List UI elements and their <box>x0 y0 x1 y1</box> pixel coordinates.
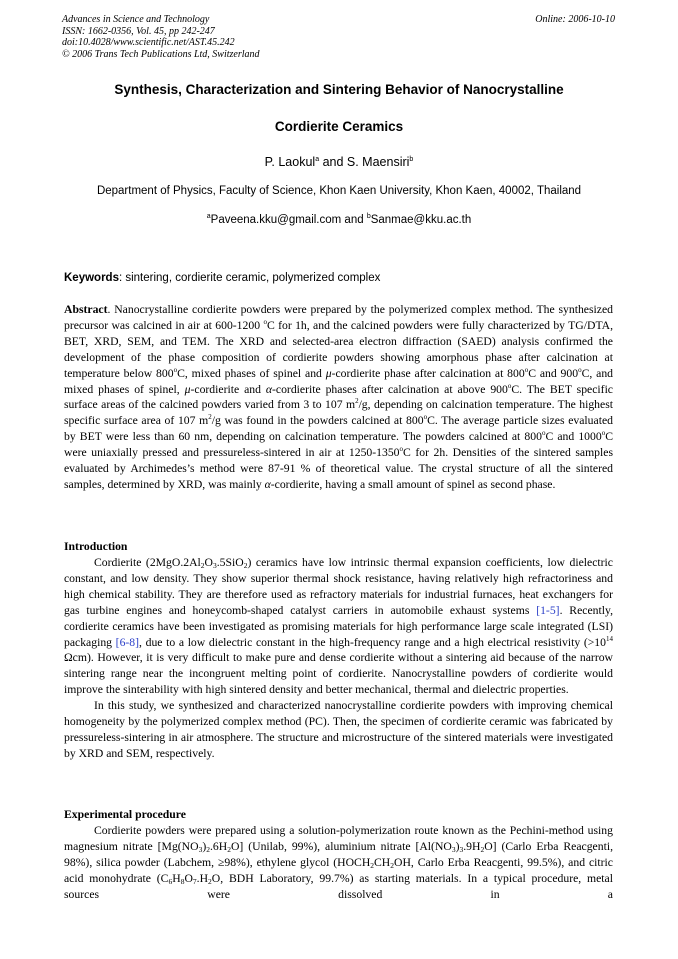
experimental-body <box>64 823 613 903</box>
paper-title-line-2: Cordierite Ceramics <box>274 119 404 134</box>
degree-mark: o <box>601 429 606 438</box>
exp-text: CH <box>374 855 391 869</box>
subscript: 2 <box>370 860 375 870</box>
intro-text: Ωcm). However, it is very difficult to make pure and dense cordierite without a sintering aid because of the narrow sintering range near the incongruent melting point of cordierite. Nanocrystalline powders of cordierite would improve the sinterability with high sintered density and better mechanical, thermal and dielectric properties. <box>64 651 613 697</box>
abstract-text: -cordierite, having a small amount of spinel as second phase. <box>270 477 556 491</box>
author-2-mark: b <box>409 156 414 163</box>
squared-mark: 2 <box>208 413 212 422</box>
abstract-text: C and 900 <box>528 366 579 380</box>
abstract-text: /g was found in the powders calcined at 800 <box>211 414 424 428</box>
subscript: 3 <box>451 844 456 854</box>
mu-symbol: μ <box>184 382 191 396</box>
intro-text: Cordierite (2MgO.2Al <box>94 556 201 569</box>
exp-text: O] (Unilab, 99%), aluminium nitrate [Al(NO <box>230 839 452 853</box>
degree-mark: o <box>541 429 546 438</box>
introduction-body <box>64 555 613 762</box>
keywords-text: : sintering, cordierite ceramic, polymerized complex <box>118 272 381 284</box>
author-2: and S. Maensiri <box>319 155 410 169</box>
subscript: 7 <box>192 876 197 886</box>
alpha-symbol: α <box>265 382 272 396</box>
exp-text: OH, Carlo Erba Reacgenti, 99.5%), and citric acid monohydrate (C <box>64 855 613 885</box>
email-a[interactable]: Paveena.kku@gmail.com and <box>210 214 367 226</box>
experimental-paragraph <box>64 823 613 903</box>
introduction-paragraph-1 <box>64 555 613 698</box>
author-1: P. Laokul <box>264 155 316 169</box>
degree-mark: o <box>173 365 178 374</box>
abstract-text: /g, depending on calcination temperature. The highest specific surface area of 107 m <box>64 398 614 428</box>
mu-symbol: μ <box>325 366 332 380</box>
degree-mark: o <box>263 317 267 326</box>
abstract-text: -cordierite phase after calcination at 800 <box>331 366 525 380</box>
intro-text: . Recently, cordierite ceramics have been investigated as promising materials for high performance large scale integrated (LSI) packaging <box>64 603 613 649</box>
exp-text: .H <box>196 871 209 885</box>
journal-copyright: © 2006 Trans Tech Publications Ltd, Switzerland <box>62 48 260 60</box>
subscript: 2 <box>390 860 395 870</box>
author-list <box>0 155 678 169</box>
intro-text: ) ceramics have low intrinsic thermal expansion coefficients, low dielectric constant, and low density. They show superior thermal shock resistance, having relatively high refractoriness and high chemical stability. They are therefore used as refractory materials for industrial furnaces, heat exchangers for gas turbine engines and honeycomb-shaped catalyst carriers in automobile exhaust systems <box>64 556 613 617</box>
intro-text: .5SiO <box>216 556 244 569</box>
email-mark-b: b <box>366 213 371 220</box>
abstract-text: . Nanocrystalline cordierite powders were prepared by the polymerized complex method. The synthesized precursor was calcined in air at 600-1200 <box>64 303 613 332</box>
citation-link[interactable]: [1-5] <box>536 603 560 617</box>
abstract-text: C, and mixed phases of spinel, <box>64 366 614 396</box>
email-b[interactable]: Sanmae@kku.ac.th <box>370 214 472 226</box>
exp-text: Cordierite powders were prepared using a solution-polymerization route known as the Pechini-method using magnesium nitrate [Mg(NO <box>64 824 613 853</box>
journal-issn: ISSN: 1662-0356, Vol. 45, pp 242-247 <box>62 25 215 37</box>
subscript: 3 <box>198 844 203 854</box>
subscript: 8 <box>180 876 185 886</box>
journal-doi[interactable]: doi:10.4028/www.scientific.net/AST.45.242 <box>62 37 235 48</box>
introduction-heading: Introduction <box>64 540 128 553</box>
degree-mark: o <box>578 365 582 374</box>
subscript: 3 <box>459 844 464 854</box>
abstract-text: C, mixed phases of spinel and <box>177 366 326 380</box>
degree-mark: o <box>507 381 512 390</box>
exp-text: .9H <box>463 839 481 853</box>
exp-text: ) <box>455 839 460 853</box>
abstract-text: C and 1000 <box>545 430 602 444</box>
subscript: 2 <box>206 844 210 854</box>
abstract-text: -cordierite phases after calcination at above 900 <box>272 382 508 396</box>
abstract-text: C for 1h, and the calcined powders were fully characterized by TG/DTA, BET, XRD, SEM, and TEM. The XRD and selected-area electron diffraction (SAED) analysis confirmed the development of the phase composition of cordierite powders showing amorphous phase after calcination at temperature below 800 <box>64 318 614 380</box>
subscript: 2 <box>227 844 231 854</box>
exp-text: O <box>184 871 193 885</box>
abstract-text: C. The average particle sizes evaluated by BET were less than 60 nm, depending on calcination temperature. The powders calcined at 800 <box>64 414 613 444</box>
abstract-text: -cordierite and <box>190 382 266 396</box>
intro-text: O <box>204 556 213 569</box>
subscript: 6 <box>168 876 173 886</box>
squared-mark: 2 <box>355 397 359 406</box>
exp-text: H <box>172 871 181 885</box>
exp-text: ) <box>202 839 207 853</box>
affiliation: Department of Physics, Faculty of Science, Khon Kaen University, Khon Kaen, 40002, Thailand <box>96 185 582 197</box>
subscript: 2 <box>480 844 485 854</box>
subscript: 2 <box>208 876 212 886</box>
paper-title-line-1: Synthesis, Characterization and Sintering Behavior of Nanocrystalline <box>114 82 564 97</box>
journal-info <box>62 14 260 60</box>
degree-mark: o <box>423 413 428 422</box>
abstract-text: C were uniaxially pressed and pressureless-sintered in air at 1250-1350 <box>64 430 614 460</box>
experimental-heading: Experimental procedure <box>64 808 186 821</box>
author-emails <box>0 214 678 226</box>
superscript: 14 <box>606 634 613 643</box>
abstract-text: C for 2h. Densities of the sintered samples evaluated by Archimedes’s method were 87-91 % of theoretical value. The crystal structure of all the sintered samples, determined by XRD, was mainly <box>64 446 613 491</box>
introduction-paragraph-2: In this study, we synthesized and characterized nanocrystalline cordierite powders with improving chemical homogeneity by the polymerized complex method (PC). Then, the specimen of cordierite ceramic was fabricated by pressureless-sintering in air atmosphere. The structure and microstructure of the sintered materials were investigated by XRD and SEM, respectively. <box>64 699 613 760</box>
keywords <box>64 272 380 284</box>
exp-text: O, BDH Laboratory, 99.7%) as starting materials. In a typical procedure, metal sources were dissolved in a <box>64 871 613 901</box>
degree-mark: o <box>524 365 529 374</box>
online-date: Online: 2006-10-10 <box>535 14 615 25</box>
abstract-label: Abstract <box>64 303 108 316</box>
subscript: 2 <box>243 561 248 570</box>
journal-name: Advances in Science and Technology <box>62 14 210 25</box>
citation-link[interactable]: [6-8] <box>115 635 140 649</box>
subscript: 2 <box>200 561 205 570</box>
author-1-mark: a <box>315 156 320 163</box>
keywords-label: Keywords <box>64 272 119 284</box>
email-mark-a: a <box>206 213 211 220</box>
abstract-text: C. The BET specific surface areas of the calcined powders varied from 3 to 107 m <box>64 382 613 412</box>
exp-text: .6H <box>209 839 228 853</box>
degree-mark: o <box>399 445 404 454</box>
intro-text: , due to a low dielectric constant in the high-frequency range and a high electrical resistivity (>10 <box>139 635 606 649</box>
alpha-symbol: α <box>264 477 271 491</box>
abstract <box>64 302 613 493</box>
exp-text: O] (Carlo Erba Reacgenti, 98%), silica powder (Labchem, ≥98%), ethylene glycol (HOCH <box>64 839 614 869</box>
subscript: 3 <box>213 561 217 570</box>
